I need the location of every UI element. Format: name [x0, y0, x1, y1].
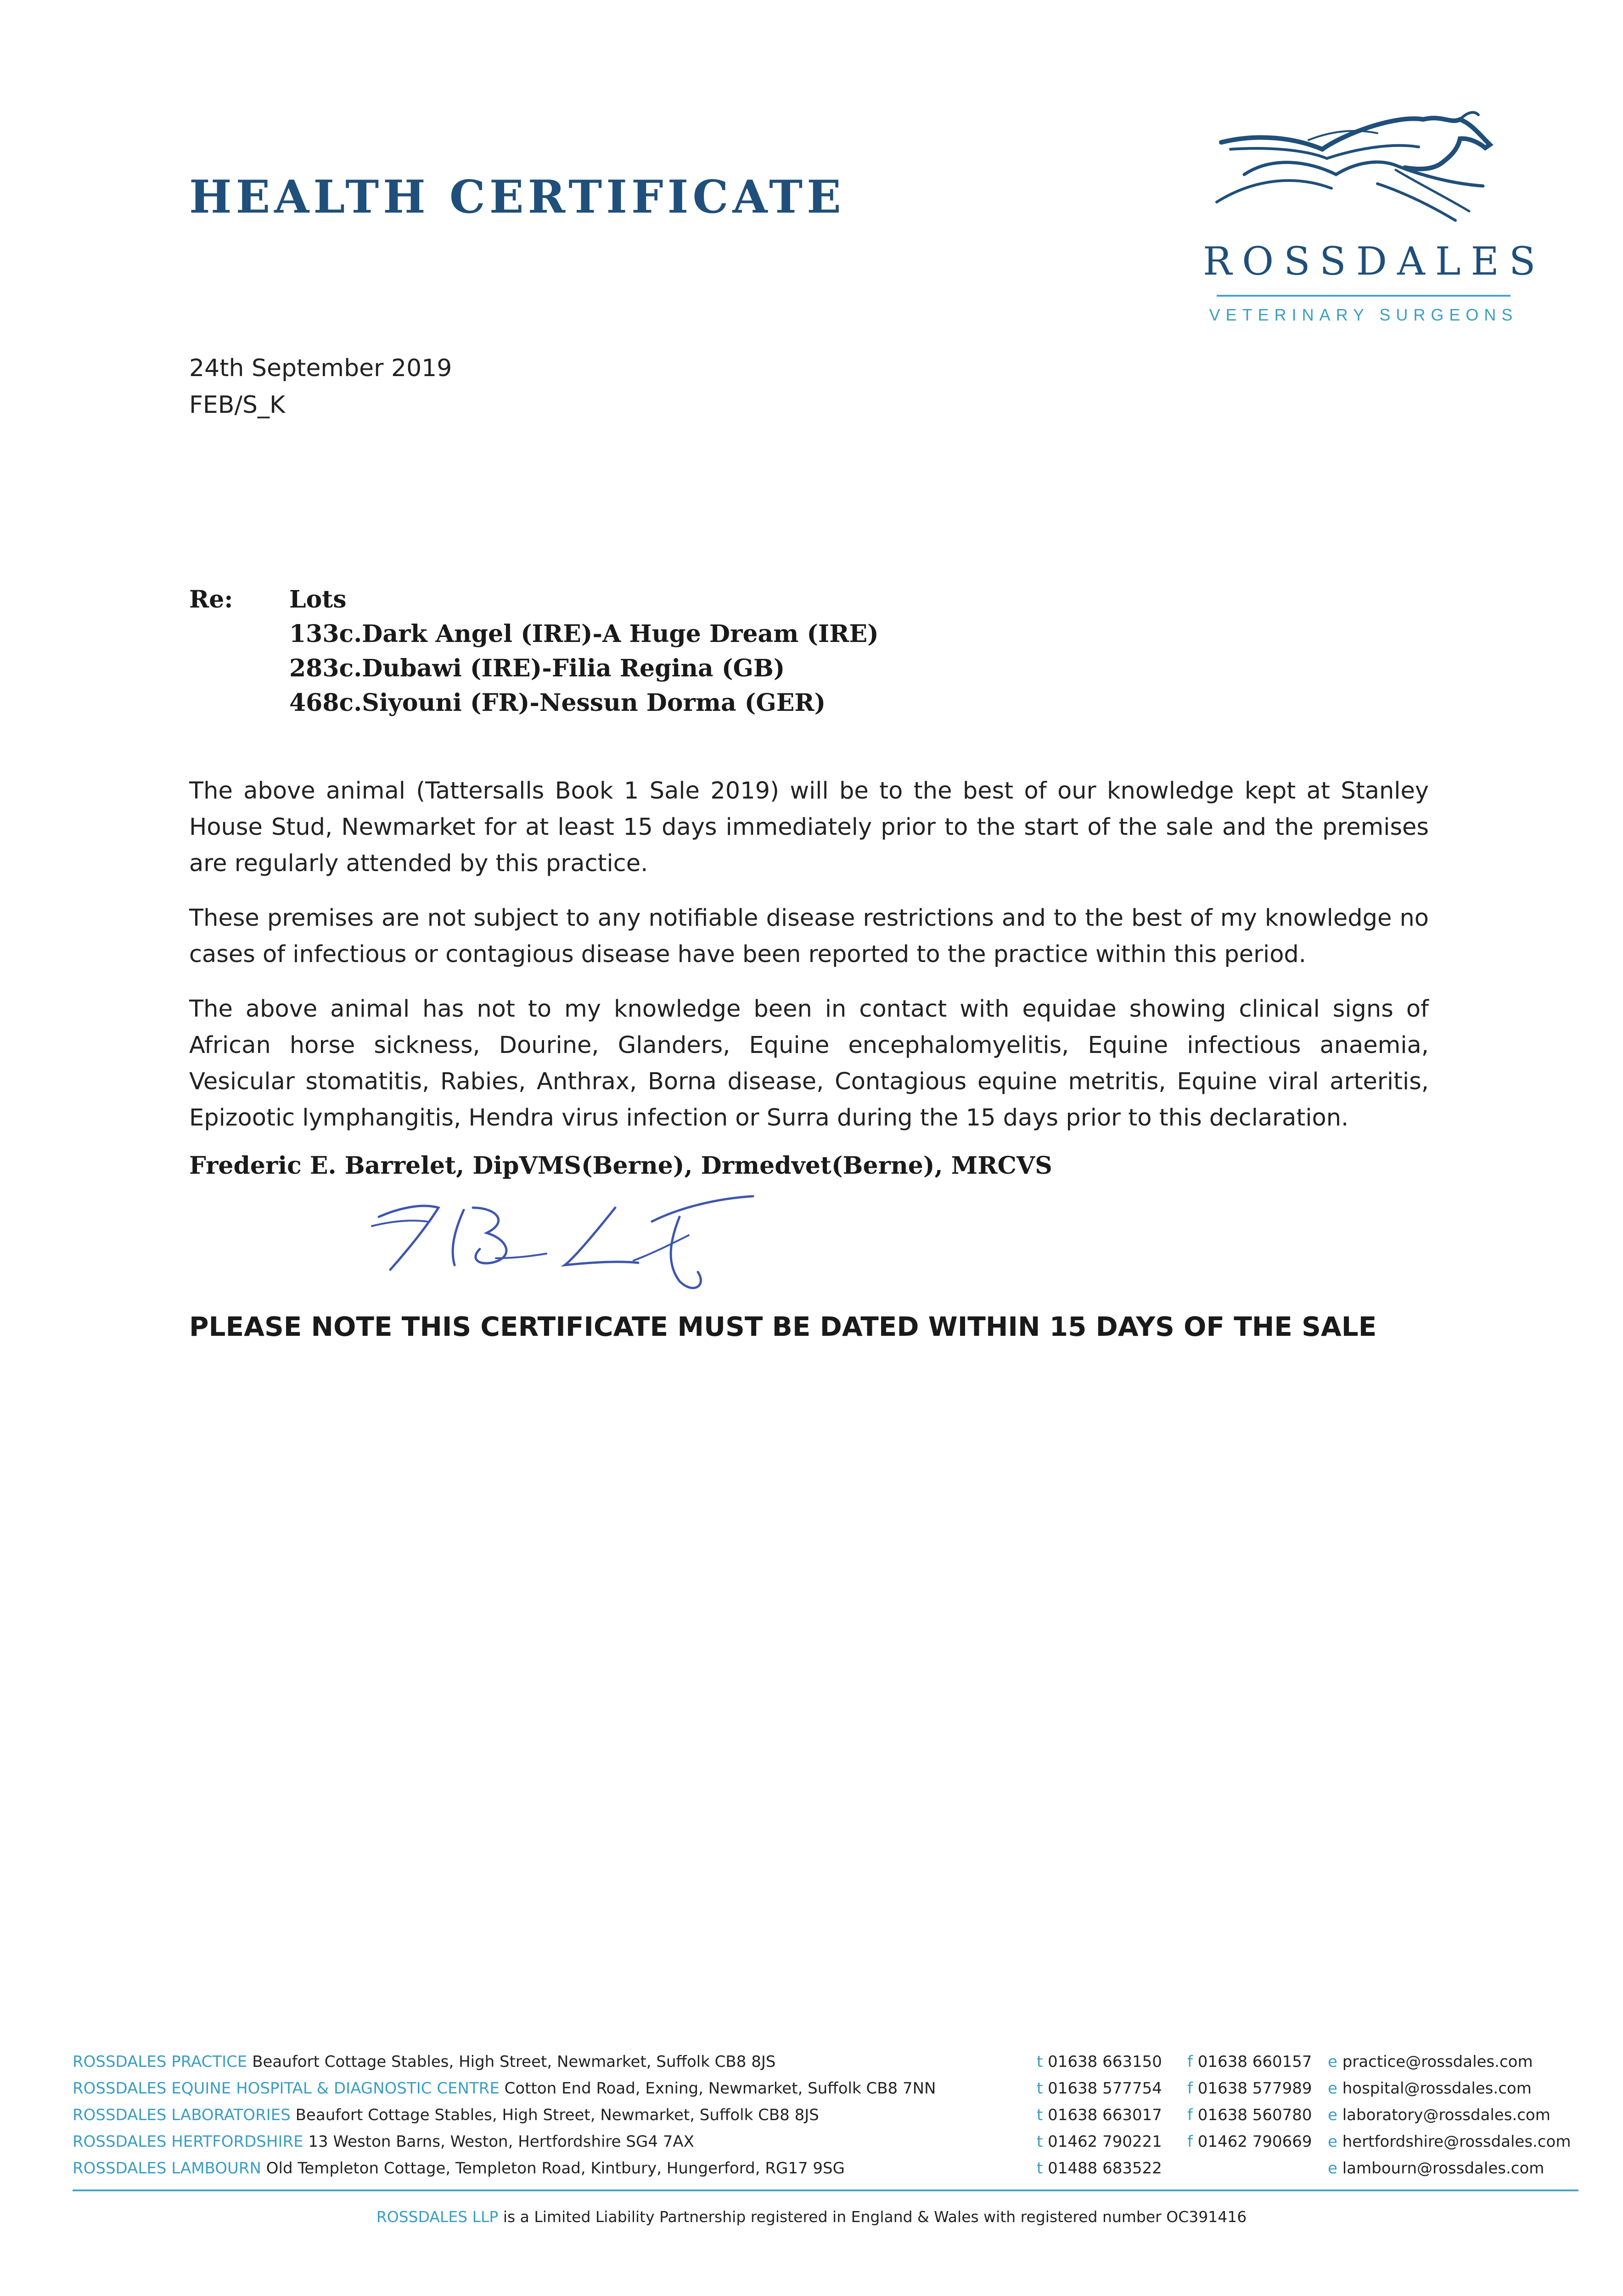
footer-phone: t 01638 577754: [1037, 2079, 1162, 2098]
footer-fax: f 01638 660157: [1187, 2053, 1312, 2071]
footer-row: [73, 2159, 1578, 2186]
footer-row: [73, 2079, 1578, 2106]
re-line: 283c.Dubawi (IRE)-Filia Regina (GB): [289, 654, 785, 682]
footer-row: [73, 2106, 1578, 2133]
footer-branch-name: ROSSDALES EQUINE HOSPITAL & DIAGNOSTIC CENTRE: [73, 2079, 500, 2098]
footer-address: 13 Weston Barns, Weston, Hertfordshire SG4 7AX: [308, 2133, 694, 2151]
re-line: Lots: [289, 585, 347, 613]
certificate-body: [189, 773, 1429, 1154]
logo-rule: [1217, 295, 1511, 297]
re-lines: [289, 582, 879, 720]
rossdales-logo: [1203, 106, 1546, 335]
letter-meta: [189, 350, 452, 423]
footer-fax: f 01462 790669: [1187, 2133, 1312, 2151]
letter-date: 24th September 2019: [189, 355, 452, 382]
footer-branch-name: ROSSDALES HERTFORDSHIRE: [73, 2133, 303, 2151]
footer-fax: f 01638 560780: [1187, 2106, 1312, 2124]
footer-phone: t 01462 790221: [1037, 2133, 1162, 2151]
footer-row: [73, 2053, 1578, 2079]
footer-address: Beaufort Cottage Stables, High Street, Newmarket, Suffolk CB8 8JS: [295, 2106, 819, 2124]
footer-branch-name: ROSSDALES LABORATORIES: [73, 2106, 291, 2124]
footer-branch-name: ROSSDALES LAMBOURN: [73, 2159, 261, 2178]
re-line: 133c.Dark Angel (IRE)-A Huge Dream (IRE): [289, 620, 879, 648]
legal-text: is a Limited Liability Partnership registered in England & Wales with registered number OC391416: [503, 2208, 1247, 2226]
footer-rule: [73, 2189, 1578, 2191]
footer-address: Cotton End Road, Exning, Newmarket, Suffolk CB8 7NN: [504, 2079, 936, 2098]
footer-email: e laboratory@rossdales.com: [1328, 2106, 1550, 2124]
logo-subtitle: VETERINARY SURGEONS: [1209, 305, 1518, 324]
footer-phone: t 01638 663017: [1037, 2106, 1162, 2124]
footer-email: e practice@rossdales.com: [1328, 2053, 1533, 2071]
footer-address: Beaufort Cottage Stables, High Street, Newmarket, Suffolk CB8 8JS: [252, 2053, 776, 2071]
footer-phone: t 01638 663150: [1037, 2053, 1162, 2071]
footer-fax: f 01638 577989: [1187, 2079, 1312, 2098]
body-paragraph: These premises are not subject to any notifiable disease restrictions and to the best of my knowledge no cases of infectious or contagious disease have been reported to the practice within this period.: [189, 905, 1429, 968]
body-paragraph: The above animal (Tattersalls Book 1 Sale 2019) will be to the best of our knowledge kept at Stanley House Stud, Newmarket for at least 15 days immediately prior to the start of the sale and the premises are regularly attended by this practice.: [189, 777, 1429, 877]
re-line: 468c.Siyouni (FR)-Nessun Dorma (GER): [289, 689, 826, 717]
footer-email: e hospital@rossdales.com: [1328, 2079, 1532, 2098]
legal-name: ROSSDALES LLP: [376, 2208, 499, 2226]
footer-row: [73, 2133, 1578, 2159]
footer-contacts: [73, 2053, 1578, 2204]
letter-reference: FEB/S_K: [189, 391, 286, 419]
page-title: HEALTH CERTIFICATE: [189, 171, 845, 224]
footer-phone: t 01488 683522: [1037, 2159, 1162, 2178]
notice: PLEASE NOTE THIS CERTIFICATE MUST BE DATED WITHIN 15 DAYS OF THE SALE: [189, 1311, 1377, 1342]
horse-icon: [1203, 106, 1524, 234]
footer-email: e lambourn@rossdales.com: [1328, 2159, 1544, 2178]
logo-name: ROSSDALES: [1203, 239, 1546, 284]
footer-address: Old Templeton Cottage, Templeton Road, Kintbury, Hungerford, RG17 9SG: [266, 2159, 845, 2178]
footer-email: e hertfordshire@rossdales.com: [1328, 2133, 1571, 2151]
re-label: Re:: [189, 585, 233, 613]
footer-branch-name: ROSSDALES PRACTICE: [73, 2053, 247, 2071]
body-paragraph: The above animal has not to my knowledge been in contact with equidae showing clinical signs of African horse sickness, Dourine, Glanders, Equine encephalomyelitis, Equine infectious anaemia, Vesicular stomatitis, Rabies, Anthrax, Borna disease, Contagious equine metritis, Equine viral arteritis, Epizootic lymphangitis, Hendra virus infection or Surra during the 15 days prior to this declaration.: [189, 996, 1429, 1131]
signature: [358, 1189, 799, 1300]
signer-name: Frederic E. Barrelet, DipVMS(Berne), Drmedvet(Berne), MRCVS: [189, 1152, 1052, 1180]
legal-notice: [0, 2208, 1623, 2226]
